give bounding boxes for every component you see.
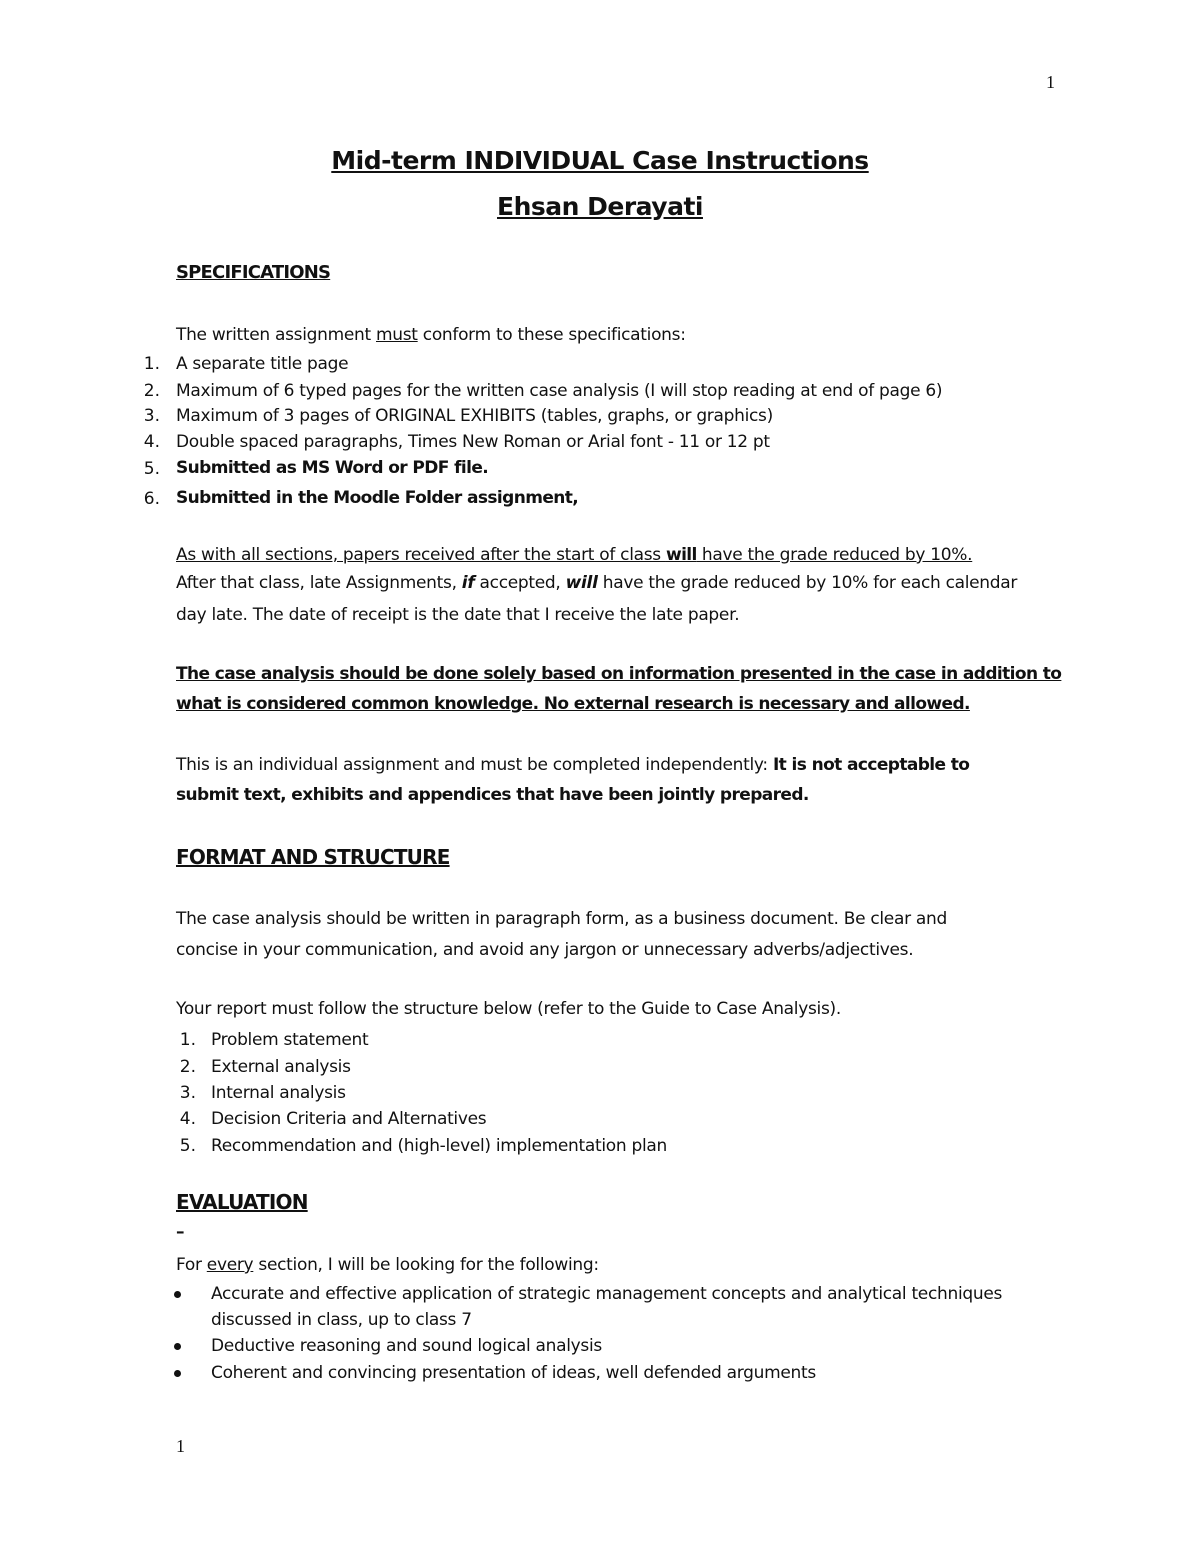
list-item: Recommendation and (high-level) implementation plan: [211, 1136, 667, 1156]
individual-rule-line-2: submit text, exhibits and appendices that have been jointly prepared.: [176, 785, 809, 805]
list-item: Submitted as MS Word or PDF file.: [176, 458, 489, 478]
intro-text-end: conform to these specifications:: [417, 325, 686, 345]
specifications-heading: SPECIFICATIONS: [176, 262, 331, 283]
bullet-icon: [174, 1367, 186, 1379]
individual-emphasis: It is not acceptable to: [772, 755, 970, 775]
late-policy-text: accepted,: [474, 573, 566, 593]
list-number: 4.: [143, 432, 160, 452]
list-item: Maximum of 3 pages of ORIGINAL EXHIBITS (tables, graphs, or graphics): [176, 406, 773, 426]
late-policy-will: will: [565, 573, 598, 593]
list-number: 2.: [143, 381, 160, 401]
list-item: Problem statement: [211, 1030, 369, 1050]
late-policy-will: will: [665, 545, 697, 565]
list-item: A separate title page: [176, 354, 349, 374]
format-paragraph-line-1: The case analysis should be written in paragraph form, as a business document. Be clear and: [176, 909, 947, 929]
evaluation-heading: EVALUATION: [176, 1190, 308, 1214]
bullet-item-continued: discussed in class, up to class 7: [211, 1310, 472, 1330]
list-item: Double spaced paragraphs, Times New Roman or Arial font - 11 or 12 pt: [176, 432, 770, 452]
individual-rule-line-1: [176, 755, 969, 775]
list-number: 4.: [179, 1109, 196, 1129]
late-policy-text: After that class, late Assignments,: [176, 573, 462, 593]
late-policy-line-1: [176, 545, 972, 565]
evaluation-intro-text: For: [176, 1255, 207, 1275]
late-policy-line-2: [176, 573, 1017, 593]
list-item: Decision Criteria and Alternatives: [211, 1109, 487, 1129]
list-number: 1.: [179, 1030, 196, 1050]
late-policy-line-3: day late. The date of receipt is the date that I receive the late paper.: [176, 605, 740, 625]
evaluation-intro-every: every: [206, 1255, 254, 1275]
list-number: 6.: [143, 489, 160, 509]
page-number-header: 1: [1046, 72, 1055, 92]
list-item: Internal analysis: [211, 1083, 346, 1103]
structure-intro: Your report must follow the structure below (refer to the Guide to Case Analysis).: [176, 999, 841, 1019]
research-rule-line-1: The case analysis should be done solely based on information presented in the case in addition to: [176, 664, 1062, 684]
intro-text: The written assignment: [176, 325, 376, 345]
author-name: Ehsan Derayati: [497, 192, 703, 221]
list-item: Submitted in the Moodle Folder assignment,: [176, 488, 579, 508]
bullet-icon: [174, 1288, 186, 1300]
specifications-intro: [176, 325, 686, 345]
list-number: 3.: [179, 1083, 196, 1103]
evaluation-intro-text-end: section, I will be looking for the following:: [253, 1255, 599, 1275]
format-paragraph-line-2: concise in your communication, and avoid any jargon or unnecessary adverbs/adjectives.: [176, 940, 914, 960]
intro-must: must: [376, 325, 418, 345]
list-item: Maximum of 6 typed pages for the written case analysis (I will stop reading at end of page 6): [176, 381, 943, 401]
bullet-item: Coherent and convincing presentation of ideas, well defended arguments: [211, 1363, 816, 1383]
late-policy-text-end: have the grade reduced by 10%.: [696, 545, 973, 565]
evaluation-intro: [176, 1255, 599, 1275]
evaluation-dash: –: [176, 1222, 184, 1242]
late-policy-text: have the grade reduced by 10% for each calendar: [597, 573, 1018, 593]
page-number-footer: 1: [176, 1436, 185, 1456]
bullet-icon: [174, 1340, 186, 1352]
late-policy-text: As with all sections, papers received after the start of class: [176, 545, 666, 565]
list-number: 3.: [143, 406, 160, 426]
list-number: 5.: [179, 1136, 196, 1156]
research-rule-line-2: what is considered common knowledge. No external research is necessary and allowed.: [176, 694, 970, 714]
document-title: Mid-term INDIVIDUAL Case Instructions: [331, 146, 869, 175]
individual-text: This is an individual assignment and must be completed independently:: [176, 755, 773, 775]
bullet-item: Deductive reasoning and sound logical analysis: [211, 1336, 602, 1356]
list-number: 2.: [179, 1057, 196, 1077]
list-number: 5.: [143, 459, 160, 479]
list-number: 1.: [143, 354, 160, 374]
format-heading: FORMAT AND STRUCTURE: [176, 845, 450, 869]
bullet-item: Accurate and effective application of strategic management concepts and analytical techniques: [211, 1284, 1003, 1304]
list-item: External analysis: [211, 1057, 351, 1077]
late-policy-if: if: [461, 573, 475, 593]
